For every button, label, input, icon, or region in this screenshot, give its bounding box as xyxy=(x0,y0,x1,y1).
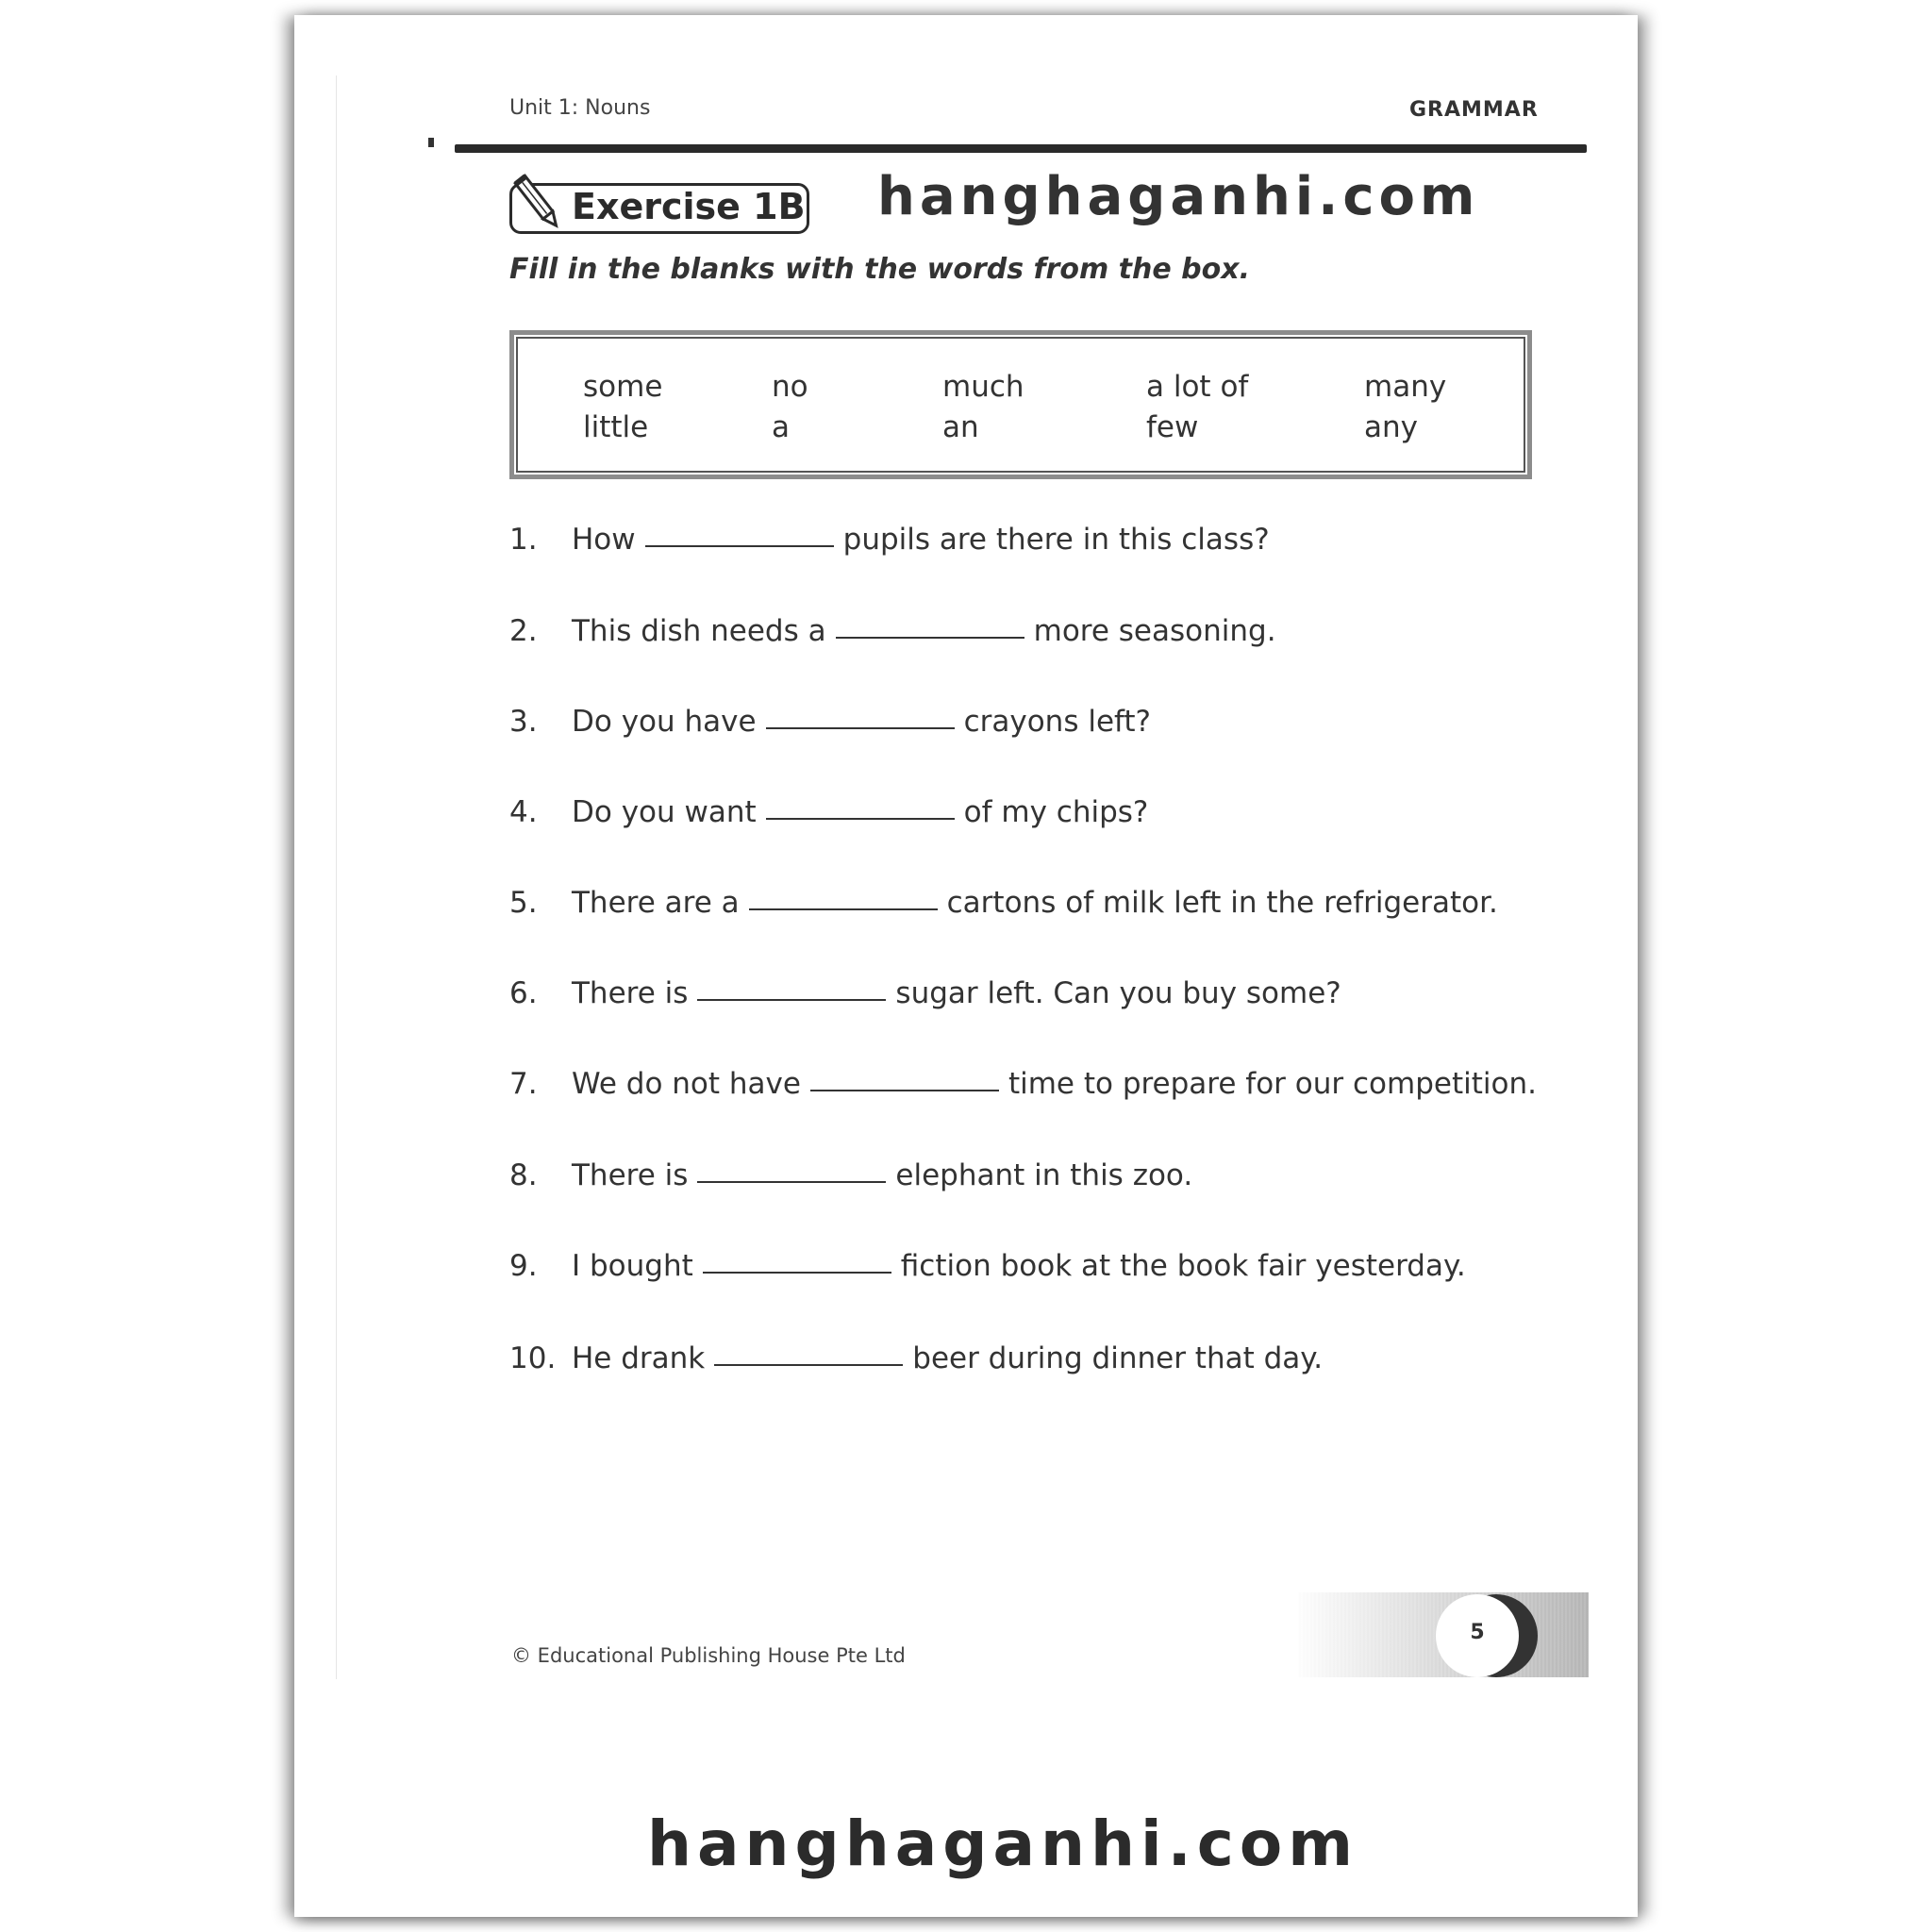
question-text-after: beer during dinner that day. xyxy=(912,1341,1324,1375)
question-number: 7. xyxy=(509,1067,538,1101)
answer-blank[interactable] xyxy=(836,637,1024,639)
question-text-after: cartons of milk left in the refrigerator. xyxy=(946,886,1498,920)
answer-blank[interactable] xyxy=(703,1272,891,1274)
word-box-item: few xyxy=(1146,410,1199,444)
question-text-after: time to prepare for our competition. xyxy=(1008,1067,1537,1101)
question-5 xyxy=(509,886,1498,920)
word-box-item: a lot of xyxy=(1146,370,1249,404)
answer-blank[interactable] xyxy=(766,727,955,729)
question-3 xyxy=(509,705,1151,739)
header-tick-mark xyxy=(428,138,434,147)
word-box-item: a xyxy=(772,410,790,444)
page-fold-line xyxy=(336,75,337,1679)
question-number: 5. xyxy=(509,886,538,920)
question-number: 2. xyxy=(509,614,538,648)
question-number: 3. xyxy=(509,705,538,739)
question-text-before: There are a xyxy=(572,886,740,920)
question-text-after: sugar left. Can you buy some? xyxy=(895,976,1341,1010)
question-number: 8. xyxy=(509,1158,538,1192)
question-text-after: of my chips? xyxy=(963,795,1149,829)
watermark-bottom: hanghaganhi.com xyxy=(647,1807,1358,1880)
question-number: 10. xyxy=(509,1341,557,1375)
question-text-before: Do you have xyxy=(572,705,757,739)
question-1 xyxy=(509,523,1270,557)
section-label: GRAMMAR xyxy=(1409,98,1539,122)
word-box xyxy=(509,330,1532,479)
question-text-before: How xyxy=(572,523,636,557)
question-text-before: There is xyxy=(572,1158,689,1192)
word-box-item: much xyxy=(942,370,1024,404)
word-box-item: an xyxy=(942,410,979,444)
instruction-text: Fill in the blanks with the words from the box. xyxy=(509,253,1250,286)
word-box-item: some xyxy=(583,370,663,404)
question-text-before: Do you want xyxy=(572,795,757,829)
answer-blank[interactable] xyxy=(697,999,886,1001)
word-box-item: many xyxy=(1364,370,1447,404)
question-number: 1. xyxy=(509,523,538,557)
question-text-before: This dish needs a xyxy=(572,614,826,648)
question-text-before: There is xyxy=(572,976,689,1010)
question-6 xyxy=(509,976,1341,1010)
question-text-after: more seasoning. xyxy=(1033,614,1276,648)
word-box-item: any xyxy=(1364,410,1418,444)
question-text-before: We do not have xyxy=(572,1067,801,1101)
question-9 xyxy=(509,1249,1466,1283)
answer-blank[interactable] xyxy=(766,818,955,820)
question-text-before: I bought xyxy=(572,1249,693,1283)
question-2 xyxy=(509,614,1276,648)
question-text-after: crayons left? xyxy=(963,705,1151,739)
question-number: 4. xyxy=(509,795,538,829)
answer-blank[interactable] xyxy=(714,1364,903,1366)
word-box-item: no xyxy=(772,370,808,404)
answer-blank[interactable] xyxy=(645,545,834,547)
copyright-text: © Educational Publishing House Pte Ltd xyxy=(511,1644,906,1667)
unit-label: Unit 1: Nouns xyxy=(509,96,651,120)
answer-blank[interactable] xyxy=(749,908,938,910)
question-7 xyxy=(509,1067,1537,1101)
question-number: 9. xyxy=(509,1249,538,1283)
question-8 xyxy=(509,1158,1192,1192)
pencil-icon xyxy=(509,170,566,236)
answer-blank[interactable] xyxy=(697,1181,886,1183)
page-number: 5 xyxy=(1470,1621,1485,1644)
question-text-after: pupils are there in this class? xyxy=(842,523,1270,557)
question-10 xyxy=(509,1341,1323,1375)
exercise-title: Exercise 1B xyxy=(572,186,806,227)
word-box-item: little xyxy=(583,410,649,444)
question-text-after: fiction book at the book fair yesterday. xyxy=(900,1249,1466,1283)
watermark-top: hanghaganhi.com xyxy=(877,166,1480,227)
header-rule xyxy=(455,144,1587,153)
question-4 xyxy=(509,795,1148,829)
question-text-after: elephant in this zoo. xyxy=(895,1158,1193,1192)
answer-blank[interactable] xyxy=(810,1090,999,1091)
question-text-before: He drank xyxy=(572,1341,706,1375)
question-number: 6. xyxy=(509,976,538,1010)
